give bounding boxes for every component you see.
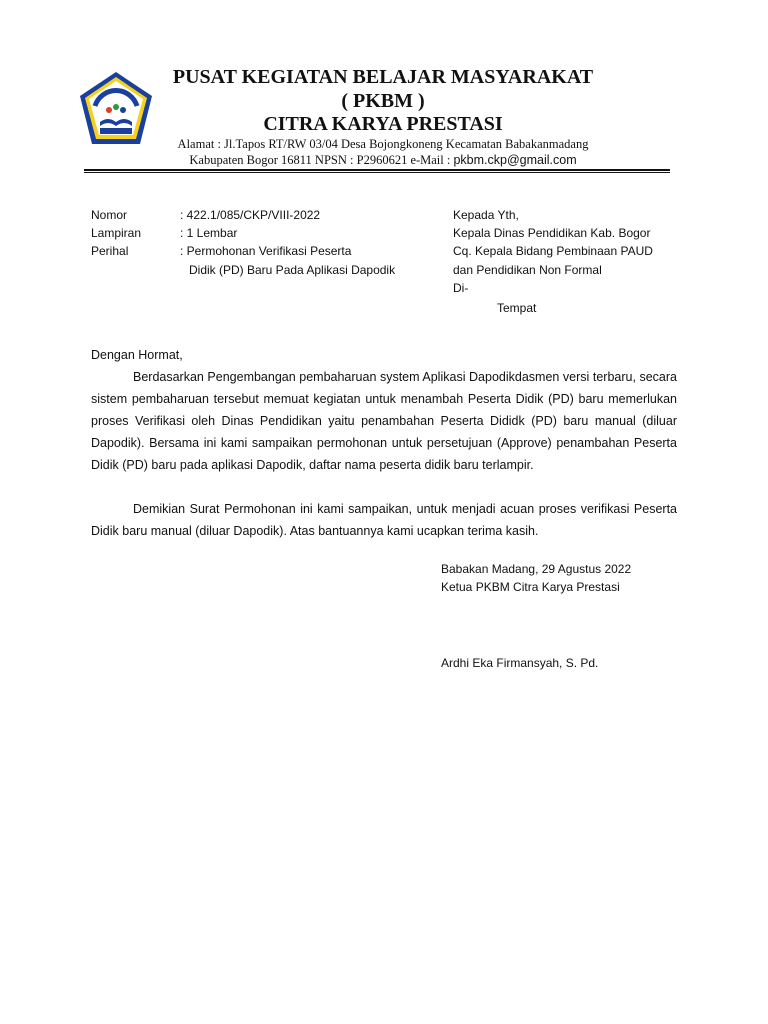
place-date: Babakan Madang, 29 Agustus 2022 [441,562,632,576]
body-paragraph-1-text: Berdasarkan Pengembangan pembaharuan system Aplikasi Dapodikdasmen versi terbaru, secara sistem pembaharuan tersebut memuat kegiatan untuk menambah Peserta Didik (PD) baru memerlukan proses Verifikasi oleh Dinas Pendidikan yaitu penambahan Peserta Dididk (PD) baru manual (diluar Dapodik). Bersama ini kami sampaikan permohonan untuk persetujuan (Approve) penambahan Peserta Didik (PD) baru pada aplikasi Dapodik, daftar nama peserta didik baru terlampir. [91,370,677,472]
recipient-line3: Cq. Kepala Bidang Pembinaan PAUD [453,244,653,258]
letterhead-rule-thin [84,172,670,173]
letterhead-line2: ( PKBM ) [341,90,425,112]
greeting: Dengan Hormat, [91,348,183,362]
body-paragraph-2-text: Demikian Surat Permohonan ini kami sampaikan, untuk menjadi acuan proses verifikasi Peserta Didik baru manual (diluar Dapodik). Atas bantuannya kami ucapkan terima kasih. [91,502,677,538]
signer-title: Ketua PKBM Citra Karya Prestasi [441,580,620,594]
perihal-value-line1: : Permohonan Verifikasi Peserta [180,244,352,258]
recipient-line2: Kepala Dinas Pendidikan Kab. Bogor [453,226,651,240]
letterhead-address1: Alamat : Jl.Tapos RT/RW 03/04 Desa Bojongkoneng Kecamatan Babakanmadang [177,137,589,151]
signer-name: Ardhi Eka Firmansyah, S. Pd. [441,656,599,670]
letterhead-line3: CITRA KARYA PRESTASI [263,113,503,135]
recipient-line6: Tempat [497,301,537,315]
lampiran-value: : 1 Lembar [180,226,238,240]
lampiran-label: Lampiran [91,226,142,240]
perihal-value-line2: Didik (PD) Baru Pada Aplikasi Dapodik [189,263,396,277]
letterhead-address2 [160,152,606,168]
email-link[interactable]: pkbm.ckp@gmail.com [453,153,577,167]
nomor-value: : 422.1/085/CKP/VIII-2022 [180,208,321,222]
recipient-line1: Kepada Yth, [453,208,519,222]
letterhead-line1: PUSAT KEGIATAN BELAJAR MASYARAKAT [172,66,594,88]
address2-prefix: Kabupaten Bogor 16811 NPSN : P2960621 e-Mail : [189,153,454,167]
pkbm-logo [78,70,154,146]
body-paragraph-2 [91,498,677,542]
letterhead-rule [84,169,670,171]
perihal-label: Perihal [91,244,129,258]
recipient-line4: dan Pendidikan Non Formal [453,263,602,277]
body-paragraph-1 [91,366,677,476]
nomor-label: Nomor [91,208,128,222]
recipient-line5: Di- [453,281,469,295]
